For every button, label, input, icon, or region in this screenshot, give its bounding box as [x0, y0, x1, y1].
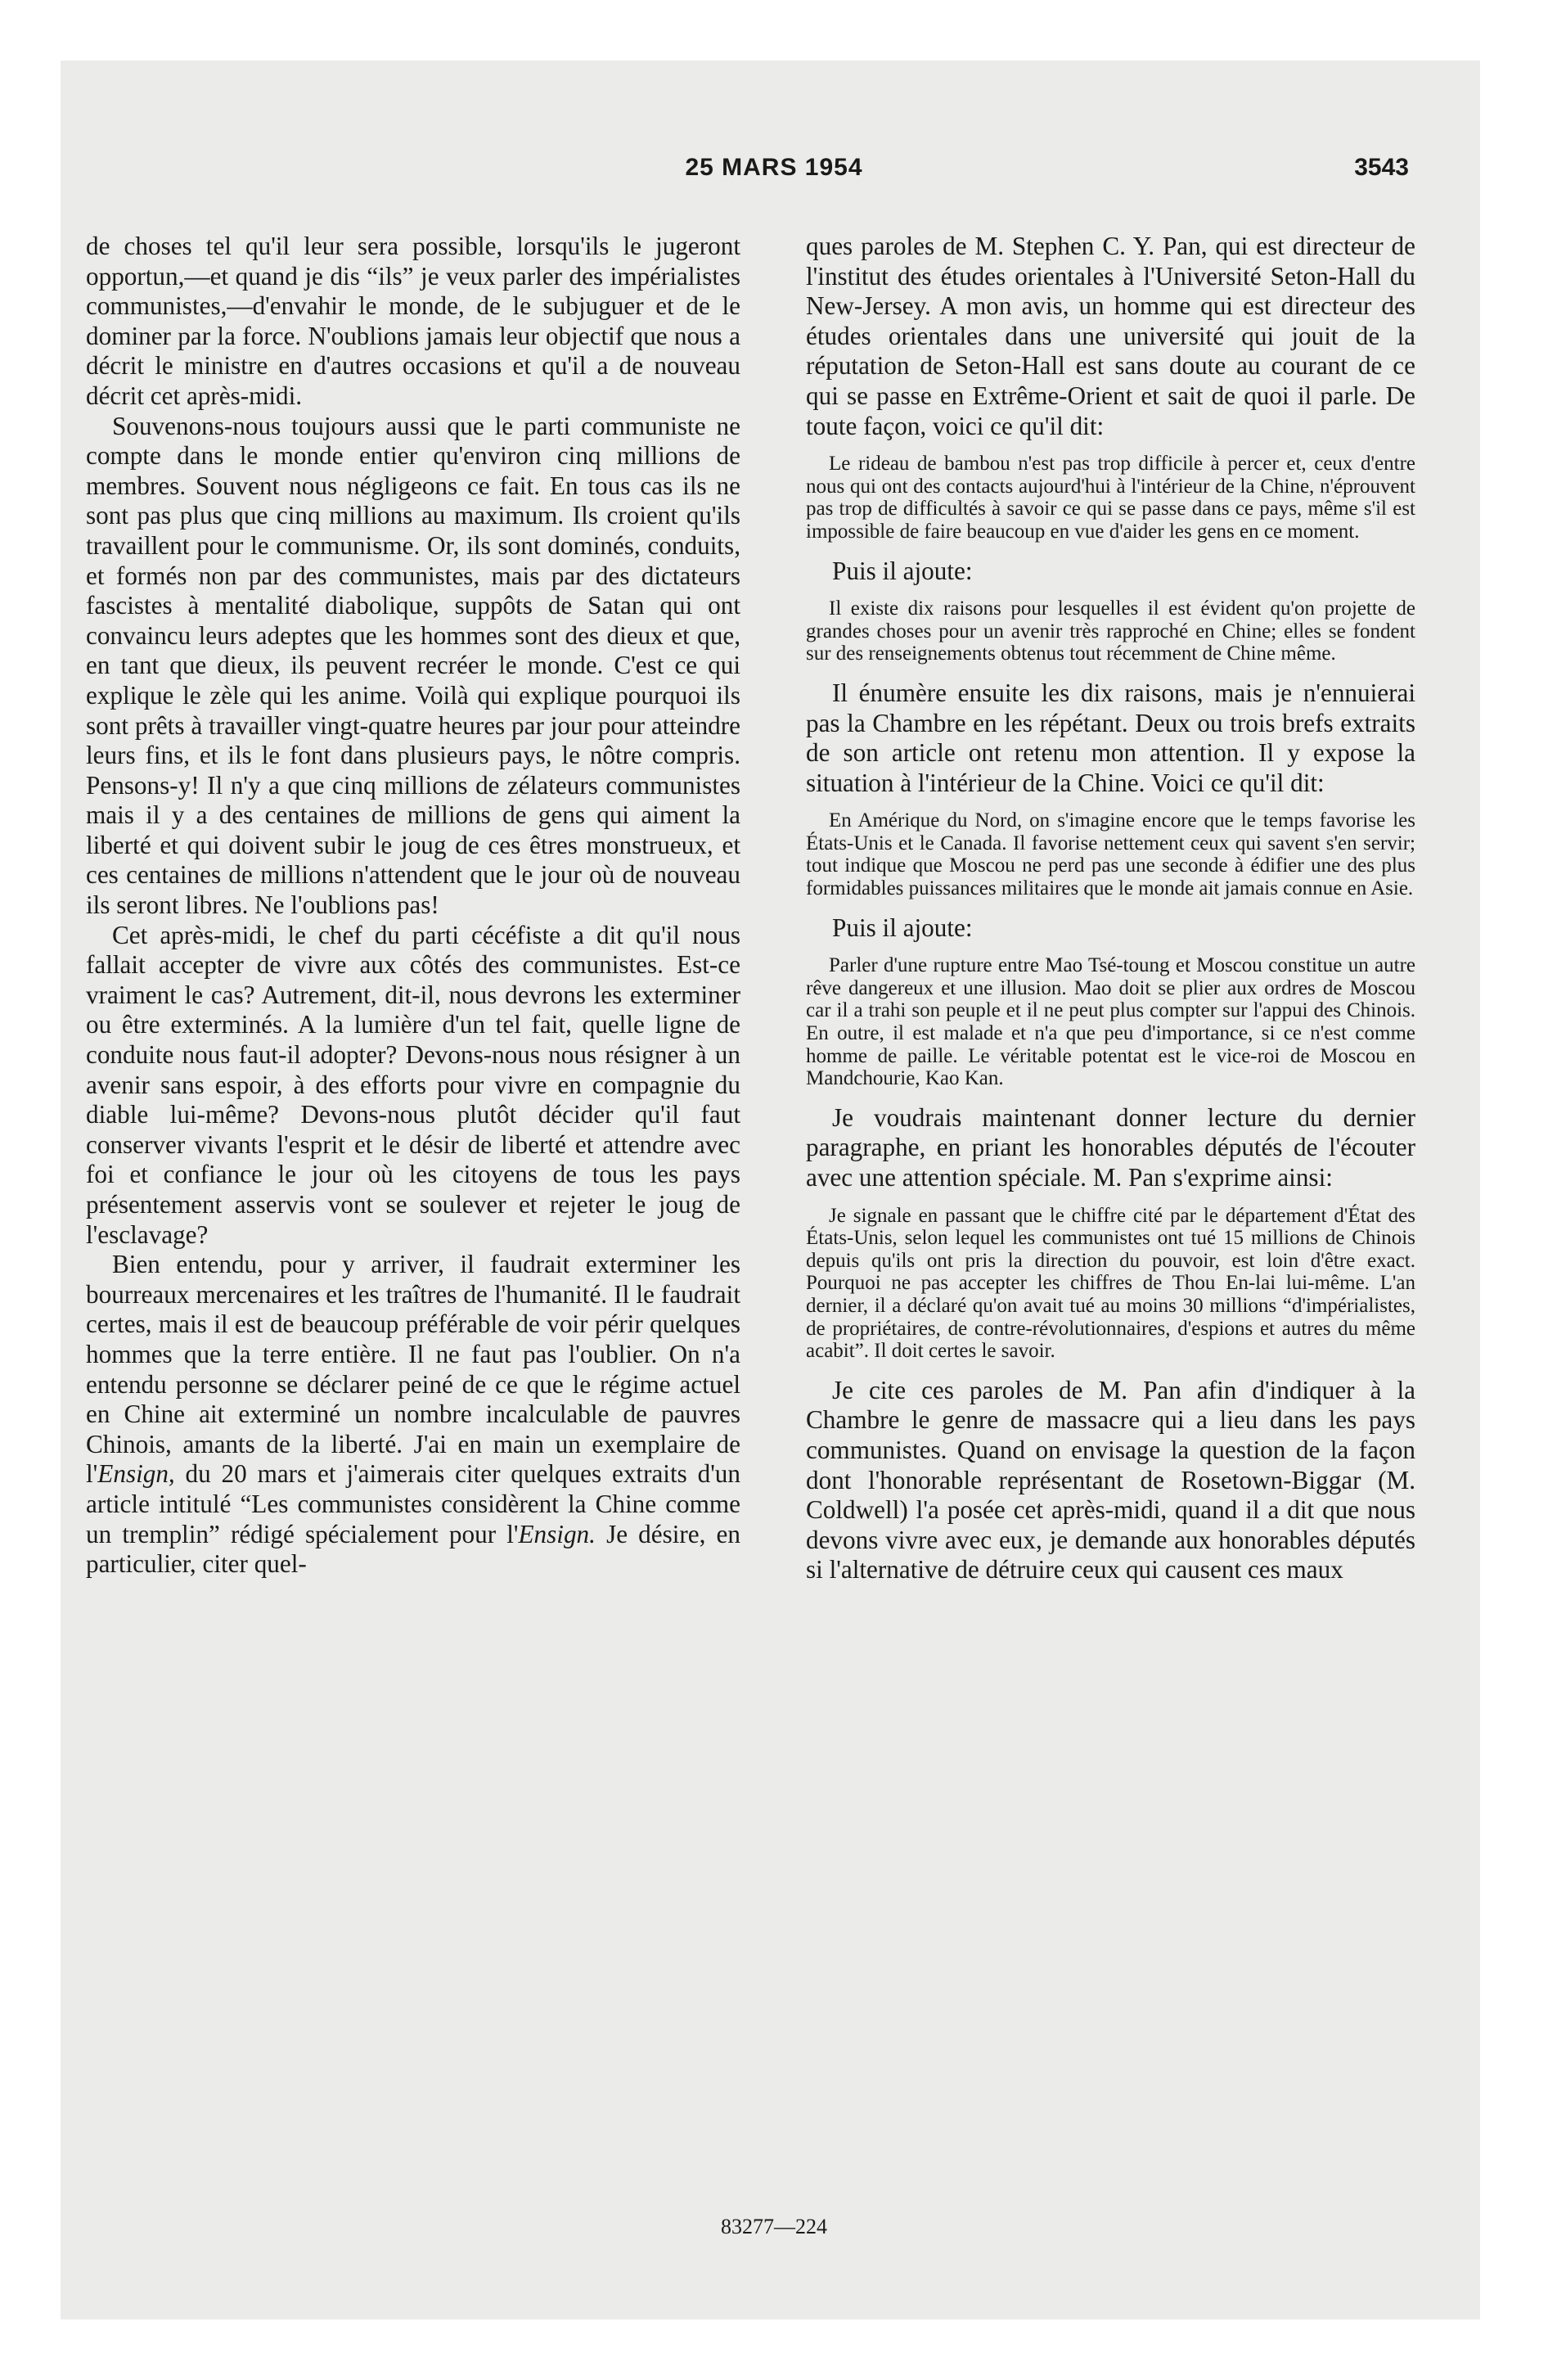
paragraph: de choses tel qu'il leur sera possible, lorsqu'ils le jugeront opportun,—et quand je dis “ils” je veux parler des impérialistes communistes,—d'envahir le monde, de le subjuguer et de le dominer par la force. N'oublions jamais leur objectif que nous a décrit le ministre en d'autres occasions et qu'il a de nouveau décrit cet après-midi.: [86, 232, 740, 410]
block-quote: Le rideau de bambou n'est pas trop difficile à percer et, ceux d'entre nous qui ont des contacts aujourd'hui à l'intérieur de la Chine, n'éprouvent pas trop de difficultés à savoir ce qui se passe dans ce pays, même s'il est impossible de faire beaucoup en vue d'aider les gens en ce moment.: [806, 453, 1415, 543]
block-quote: En Amérique du Nord, on s'imagine encore que le temps favorise les États-Unis et le Canada. Il favorise nettement ceux qui savent s'en servir; tout indique que Moscou ne perd pas une seconde à édifier une des plus formidables puissances militaires que le monde ait jamais connue en Asie.: [806, 809, 1415, 900]
block-quote: Je signale en passant que le chiffre cité par le département d'État des États-Unis, selon lequel les communistes ont tué 15 millions de Chinois depuis qu'ils ont pris la direction du pouvoir, est loin d'être exact. Pourquoi ne pas accepter les chiffres de Thou En-lai lui-même. L'an dernier, il a déclaré qu'on avait tué au moins 30 millions “d'impérialistes, de propriétaires, de contre-révolutionnaires, d'espions et autres du même acabit”. Il doit certes le savoir.: [806, 1204, 1415, 1363]
left-column: [86, 232, 740, 1580]
block-quote: Parler d'une rupture entre Mao Tsé-toung et Moscou constitue un autre rêve dangereux et une illusion. Mao doit se plier aux ordres de Moscou car il a trahi son peuple et il ne peut plus compter sur l'appui des Chinois. En outre, il est malade et n'a que peu d'importance, si ce n'est comme homme de paille. Le véritable potentat est le vice-roi de Moscou en Mandchourie, Kao Kan.: [806, 954, 1415, 1090]
paragraph: Puis il ajoute:: [832, 913, 973, 942]
page-footer: 83277—224: [721, 2215, 827, 2238]
paragraph: Cet après-midi, le chef du parti cécéfiste a dit qu'il nous fallait accepter de vivre aux côtés des communistes. Est-ce vraiment le cas? Autrement, dit-il, nous devrons les exterminer ou être exterminés. A la lumière d'un tel fait, quelle ligne de conduite nous faut-il adopter? Devons-nous nous résigner à un avenir sans espoir, à des efforts pour vivre en compagnie du diable lui-même? Devons-nous plutôt décider qu'il faut conserver vivants l'esprit et le désir de liberté et attendre avec foi et confiance le jour où les citoyens de tous les pays présentement asservis vont se soulever et rejeter le joug de l'esclavage?: [86, 920, 740, 1249]
block-quote: Il existe dix raisons pour lesquelles il est évident qu'on projette de grandes choses pour un avenir très rapproché en Chine; elles se fondent sur des renseignements obtenus tout récemment de Chine même.: [806, 597, 1415, 665]
right-column: [806, 232, 1415, 1585]
paragraph: Souvenons-nous toujours aussi que le parti communiste ne compte dans le monde entier qu'environ cinq millions de membres. Souvent nous négligeons ce fait. En tous cas ils ne sont pas plus que cinq millions au maximum. Ils croient qu'ils travaillent pour le communisme. Or, ils sont dominés, conduits, et formés non par des communistes, mais par des dictateurs fascistes à mentalité diabolique, suppôts de Satan qui ont convaincu leurs adeptes que les hommes sont des dieux et que, en tant que dieux, ils peuvent recréer le monde. C'est ce qui explique le zèle qui les anime. Voilà qui explique pourquoi ils sont prêts à travailler vingt-quatre heures par jour pour atteindre leurs fins, et ils le font dans plusieurs pays, le nôtre compris. Pensons-y! Il n'y a que cinq millions de zélateurs communistes mais il y a des centaines de millions de gens qui aiment la liberté et qui doivent subir le joug de ces êtres monstrueux, et ces centaines de millions n'attendent que le jour où de nouveau ils seront libres. Ne l'oublions pas!: [86, 411, 740, 920]
paragraph: Il énumère ensuite les dix raisons, mais je n'ennuierai pas la Chambre en les répétant. Deux ou trois brefs extraits de son article ont retenu mon attention. Il y expose la situation à l'intérieur de la Chine. Voici ce qu'il dit:: [806, 678, 1415, 797]
paragraph: Je voudrais maintenant donner lecture du dernier paragraphe, en priant les honorables députés de l'écouter avec une attention spéciale. M. Pan s'exprime ainsi:: [806, 1102, 1415, 1192]
header-page-number: 3543: [1354, 154, 1409, 181]
paragraph-text: Je désire, en particulier, citer quel-: [86, 1519, 740, 1579]
publication-title: Ensign.: [518, 1519, 596, 1548]
paragraph: Puis il ajoute:: [832, 556, 973, 585]
paragraph: Je cite ces paroles de M. Pan afin d'indiquer à la Chambre le genre de massacre qui a lieu dans les pays communistes. Quand on envisage la question de la façon dont l'honorable représentant de Rosetown-Biggar (M. Coldwell) l'a posée cet après-midi, quand il a dit que nous devons vivre avec eux, je demande aux honorables députés si l'alternative de détruire ceux qui causent ces maux: [806, 1375, 1415, 1584]
paragraph-text: Bien entendu, pour y arriver, il faudrait exterminer les bourreaux mercenaires et les traîtres de l'humanité. Il le faudrait certes, mais il est de beaucoup préférable de voir périr quelques hommes que la terre entière. Il ne faut pas l'oublier. On n'a entendu personne se déclarer peiné de ce que le régime actuel en Chine ait exterminé un nombre incalculable de pauvres Chinois, amants de la liberté. J'ai en main un exemplaire de l': [86, 1250, 740, 1489]
header-date: 25 MARS 1954: [685, 154, 863, 181]
paragraph: [86, 1250, 740, 1580]
paragraph: ques paroles de M. Stephen C. Y. Pan, qui est directeur de l'institut des études orientales à l'Université Seton-Hall du New-Jersey. A mon avis, un homme qui est directeur des études orientales dans une université qui jouit de la réputation de Seton-Hall est sans doute au courant de ce qui se passe en Extrême-Orient et sait de quoi il parle. De toute façon, voici ce qu'il dit:: [806, 232, 1415, 440]
page-header: [0, 154, 1548, 187]
publication-title: Ensign,: [97, 1459, 175, 1489]
paragraph-text: du 20 mars et j'aimerais citer quelques extraits d'un article intitulé “Les communistes considèrent la Chine comme un tremplin” rédigé spécialement pour l': [86, 1459, 740, 1548]
